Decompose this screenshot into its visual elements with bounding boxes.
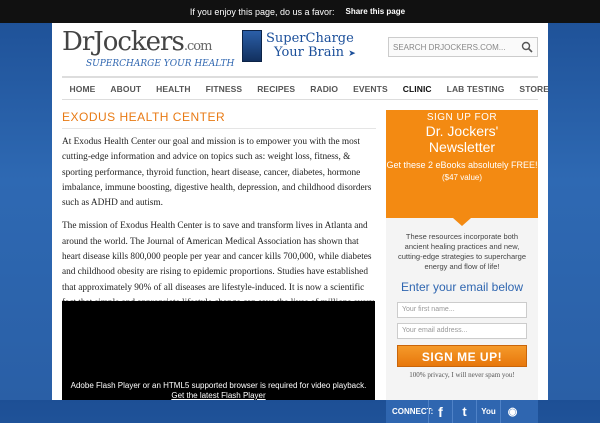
nav-recipes[interactable]: RECIPES bbox=[257, 83, 296, 94]
ebook-cover-icon bbox=[242, 30, 262, 62]
nav-lab-testing[interactable]: LAB TESTING bbox=[446, 83, 505, 94]
video-player[interactable] bbox=[62, 301, 375, 400]
connect-label: CONNECT: bbox=[392, 407, 434, 416]
nav-fitness[interactable]: FITNESS bbox=[205, 83, 243, 94]
newsletter-title: Newsletter bbox=[428, 139, 496, 155]
search-input[interactable] bbox=[388, 37, 538, 57]
logo-text: DrJockers.com bbox=[62, 27, 212, 57]
intro-paragraph: At Exodus Health Center our goal and mission is to empower you with the most cutting-edge information and advice on topics such as: weight loss, fitness, & sporting performance, thyroid function, heart disease, cancer, diabetes, hormone imbalance, immune boosting, digestive health, depression, and childhood disorders such as ADHD and autism. bbox=[62, 137, 372, 209]
youtube-icon[interactable]: You bbox=[476, 400, 500, 423]
privacy-note: 100% privacy, I will never spam you! bbox=[409, 371, 515, 379]
mission-paragraph: The mission of Exodus Health Center is to save and transform lives in Atlanta and around the world. The Journal of American Medical Association has shown that heart disease kills 800,000 people per year and cancer kills 700,000, while diabetes and childhood obesity are rising to epidemic proportions. Studies have established that approximately 90% of all diseases are lifestyle-induced. It is now a scientific bbox=[62, 221, 372, 293]
newsletter-price: ($47 value) bbox=[441, 173, 483, 182]
share-message: If you enjoy this page, do us a favor: bbox=[189, 6, 335, 17]
twitter-icon[interactable]: t bbox=[452, 400, 476, 423]
email-field[interactable]: Your email address... bbox=[397, 323, 527, 339]
main-nav bbox=[62, 76, 550, 100]
share-page-button[interactable]: Share this page bbox=[345, 7, 406, 16]
search-placeholder: SEARCH DRJOCKERS.COM... bbox=[393, 42, 506, 52]
nav-health[interactable]: HEALTH bbox=[156, 83, 191, 94]
main-content bbox=[62, 110, 376, 327]
nav-events[interactable]: EVENTS bbox=[353, 83, 388, 94]
nav-clinic[interactable]: CLINIC bbox=[402, 83, 432, 94]
social-connect-bar bbox=[386, 400, 538, 423]
supercharge-brain-banner[interactable] bbox=[242, 27, 362, 65]
newsletter-owner: Dr. Jockers' bbox=[425, 123, 499, 139]
newsletter-offer: Get these 2 eBooks absolutely FREE! bbox=[386, 160, 538, 170]
facebook-icon[interactable]: f bbox=[428, 400, 452, 423]
rss-icon[interactable]: ◉ bbox=[500, 400, 524, 423]
signup-label: SIGN UP FOR bbox=[426, 112, 498, 123]
logo-tagline: SUPERCHARGE YOUR HEALTH bbox=[86, 59, 235, 69]
newsletter-description: These resources incorporate both ancient healing practices and new, cutting-edge strategies to supercharge energy and flow of life! bbox=[398, 232, 526, 271]
video-message: Adobe Flash Player or an HTML5 supported browser is required for video playback. bbox=[70, 381, 367, 390]
chevron-down-icon bbox=[453, 218, 471, 226]
first-name-field[interactable]: Your first name... bbox=[397, 302, 527, 318]
promo-line-2: Your Brain ➤ bbox=[274, 44, 356, 60]
nav-about[interactable]: ABOUT bbox=[110, 83, 142, 94]
newsletter-cta: Enter your email below bbox=[400, 280, 524, 294]
flash-player-link[interactable]: Get the latest Flash Player bbox=[171, 391, 266, 400]
arrow-icon: ➤ bbox=[348, 48, 356, 59]
sign-up-button[interactable]: SIGN ME UP! bbox=[397, 345, 527, 367]
site-header bbox=[52, 23, 550, 94]
site-logo[interactable] bbox=[62, 29, 234, 69]
page-title: EXODUS HEALTH CENTER bbox=[62, 110, 376, 129]
nav-home[interactable]: HOME bbox=[69, 83, 96, 94]
newsletter-sidebar bbox=[386, 110, 538, 400]
newsletter-header bbox=[386, 110, 538, 218]
promo-line-1: SuperCharge bbox=[266, 30, 354, 46]
page-container bbox=[52, 23, 550, 420]
nav-radio[interactable]: RADIO bbox=[310, 83, 339, 94]
search-icon[interactable] bbox=[521, 41, 533, 53]
share-bar bbox=[0, 0, 600, 23]
nav-store[interactable]: STORE bbox=[519, 83, 550, 94]
